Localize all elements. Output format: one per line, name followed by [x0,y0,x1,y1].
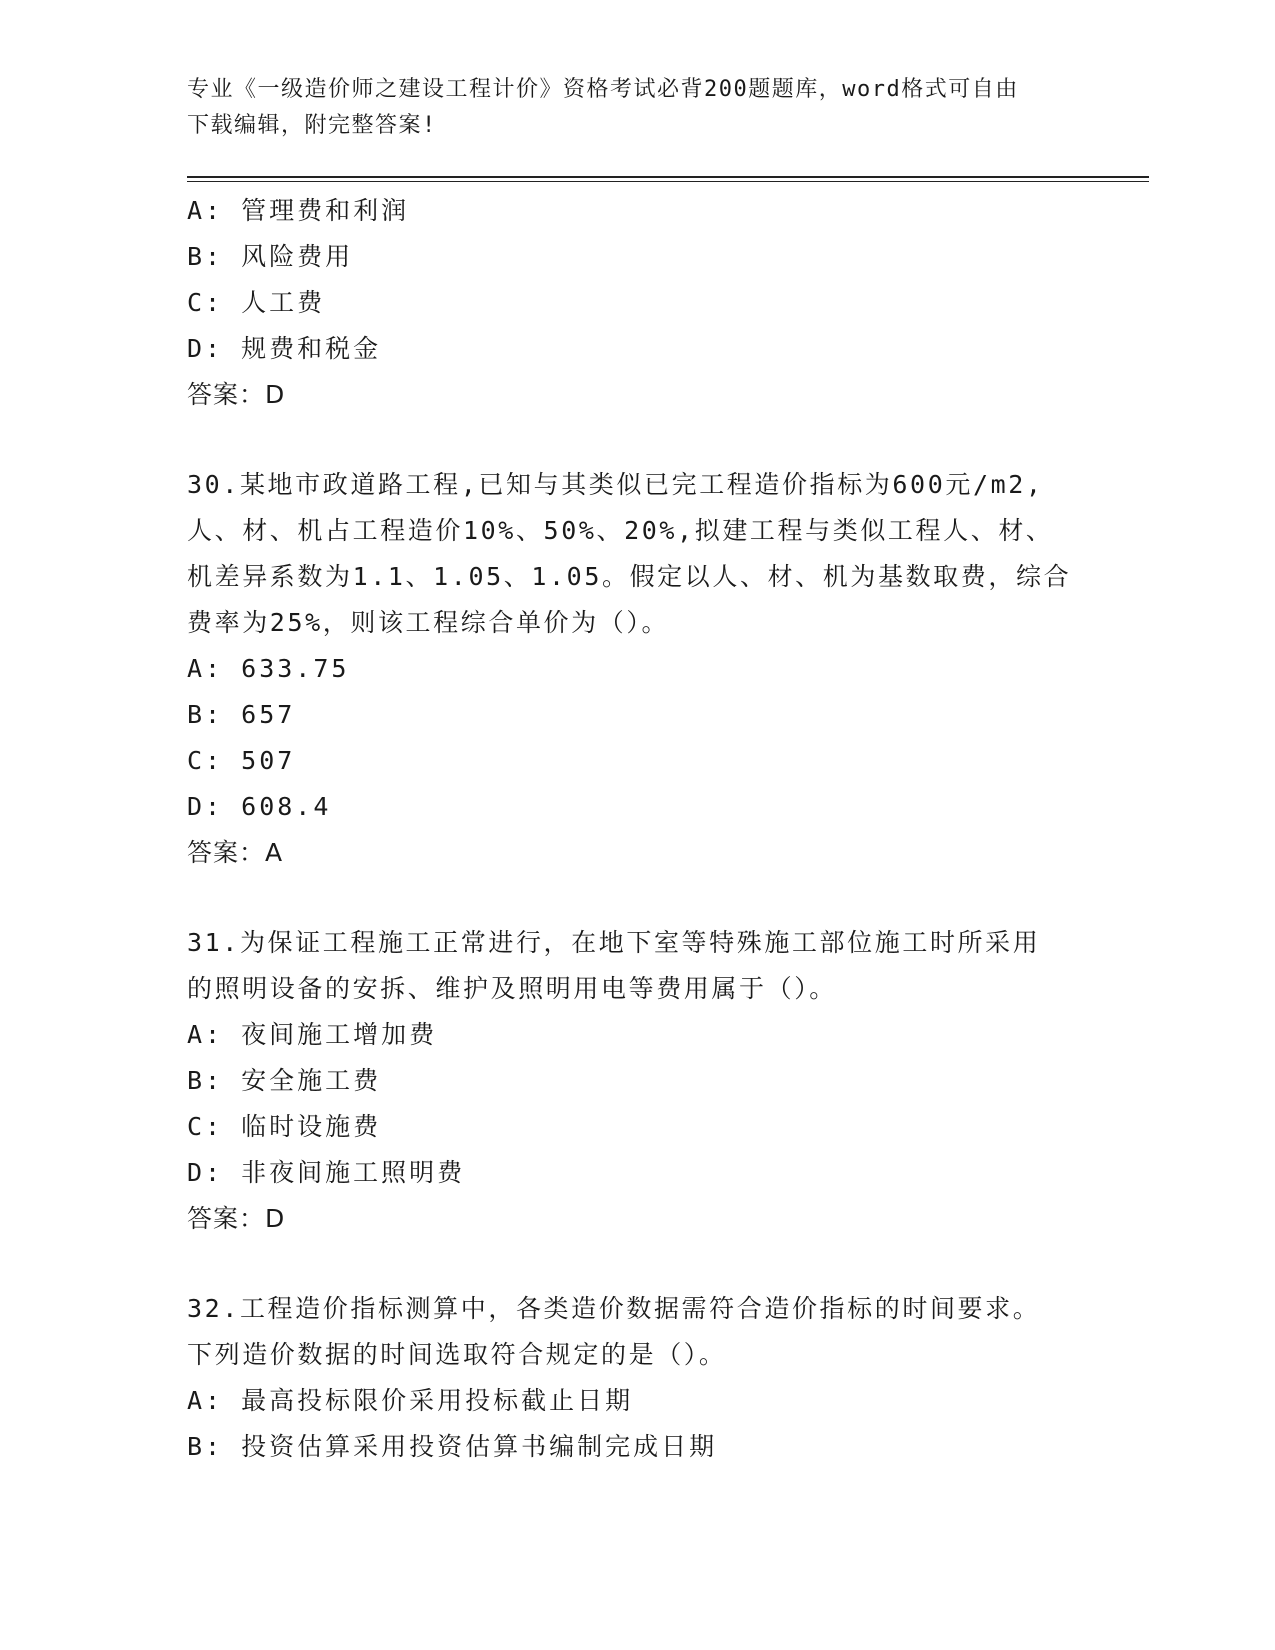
document-body [187,188,1087,1470]
option-c: C: 临时设施费 [187,1112,382,1141]
option-b: B: 安全施工费 [187,1066,382,1095]
question-line: 机差异系数为1.1、1.05、1.05。假定以人、材、机为基数取费，综合 [187,562,1072,591]
question-text [187,1286,1087,1378]
header-divider-thick [187,176,1149,178]
question-31 [187,920,1087,1242]
question-29 [187,188,1087,418]
question-text [187,920,1087,1012]
spacer [187,1242,1087,1286]
option-b: B: 投资估算采用投资估算书编制完成日期 [187,1432,718,1461]
option-a: A: 633.75 [187,654,350,683]
option-b: B: 657 [187,700,296,729]
option-d: D: 规费和税金 [187,334,382,363]
spacer [187,418,1087,462]
document-header [187,72,1067,144]
question-line: 32.工程造价指标测算中，各类造价数据需符合造价指标的时间要求。 [187,1294,1041,1323]
option-d: D: 608.4 [187,792,332,821]
header-line-1: 专业《一级造价师之建设工程计价》资格考试必背200题题库，word格式可自由 [187,77,1019,102]
header-divider-thin [187,181,1149,182]
question-30 [187,462,1087,876]
answer: 答案：D [187,1204,286,1233]
question-line: 31.为保证工程施工正常进行，在地下室等特殊施工部位施工时所采用 [187,928,1041,957]
question-32 [187,1286,1087,1470]
question-line: 的照明设备的安拆、维护及照明用电等费用属于（）。 [187,974,837,1003]
header-line-2: 下载编辑，附完整答案! [187,113,437,138]
spacer [187,876,1087,920]
option-c: C: 507 [187,746,296,775]
question-line: 人、材、机占工程造价10%、50%、20%,拟建工程与类似工程人、材、 [187,516,1054,545]
question-line: 下列造价数据的时间选取符合规定的是（）。 [187,1340,727,1369]
answer: 答案：D [187,380,286,409]
answer: 答案：A [187,838,284,867]
option-c: C: 人工费 [187,288,326,317]
option-a: A: 管理费和利润 [187,196,410,225]
option-a: A: 最高投标限价采用投标截止日期 [187,1386,634,1415]
question-line: 30.某地市政道路工程,已知与其类似已完工程造价指标为600元/m2, [187,470,1044,499]
option-d: D: 非夜间施工照明费 [187,1158,466,1187]
option-a: A: 夜间施工增加费 [187,1020,438,1049]
question-line: 费率为25%，则该工程综合单价为（）。 [187,608,670,637]
option-b: B: 风险费用 [187,242,354,271]
question-text [187,462,1087,646]
